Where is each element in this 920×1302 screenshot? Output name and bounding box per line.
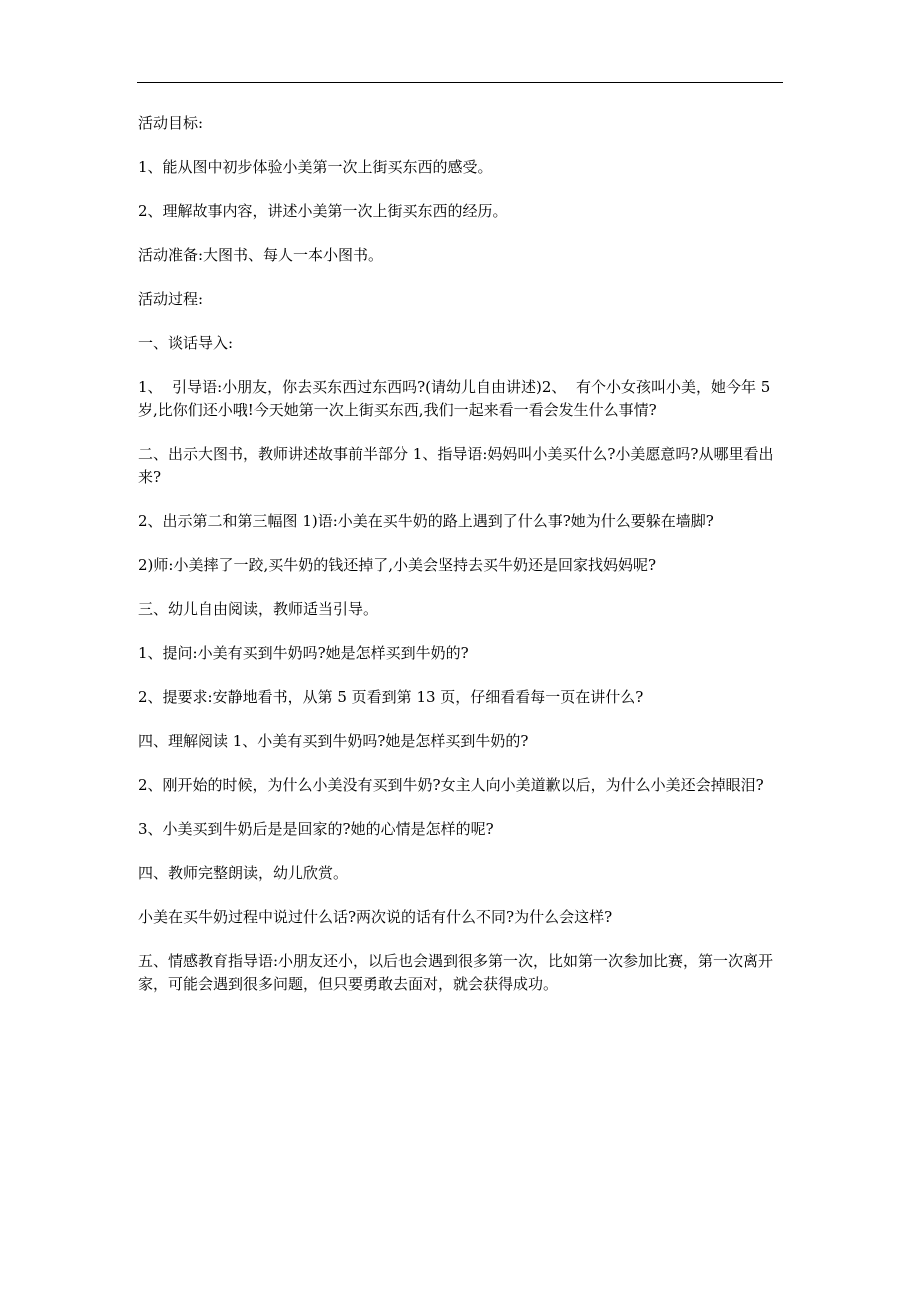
step-4-item-2: 2、刚开始的时候，为什么小美没有买到牛奶?女主人向小美道歉以后，为什么小美还会掉眼泪? (138, 776, 764, 794)
goal-item-1: 1、能从图中初步体验小美第一次上街买东西的感受。 (138, 158, 493, 176)
step-3-item-1: 1、提问:小美有买到牛奶吗?她是怎样买到牛奶的? (138, 644, 469, 662)
step-3-item-2: 2、提要求:安静地看书，从第 5 页看到第 13 页，仔细看看每一页在讲什么? (138, 688, 644, 706)
goal-item-2: 2、理解故事内容，讲述小美第一次上街买东西的经历。 (138, 202, 508, 220)
step-heading-1: 一、谈话导入: (138, 334, 234, 352)
document-body (138, 112, 788, 1017)
section-heading-goals: 活动目标: (138, 114, 204, 132)
section-heading-process: 活动过程: (138, 290, 204, 308)
step-heading-4: 四、理解阅读 1、小美有买到牛奶吗?她是怎样买到牛奶的? (138, 732, 529, 750)
step-2-item-2b: 2)师:小美摔了一跤,买牛奶的钱还掉了,小美会坚持去买牛奶还是回家找妈妈呢? (138, 556, 657, 574)
step-4b-text: 小美在买牛奶过程中说过什么话?两次说的话有什么不同?为什么会这样? (138, 908, 613, 926)
preparation-text: 活动准备:大图书、每人一本小图书。 (138, 246, 384, 264)
step-heading-5: 五、情感教育指导语:小朋友还小，以后也会遇到很多第一次，比如第一次参加比赛，第一次离开家，可能会遇到很多问题，但只要勇敢去面对，就会获得成功。 (138, 952, 774, 993)
step-1-text: 1、 引导语:小朋友，你去买东西过东西吗?(请幼儿自由讲述)2、 有个小女孩叫小美，她今年 5 岁,比你们还小哦!今天她第一次上街买东西,我们一起来看一看会发生什么事情? (138, 378, 776, 419)
step-heading-4b: 四、教师完整朗读，幼儿欣赏。 (138, 864, 349, 882)
step-2-item-2: 2、出示第二和第三幅图 1)语:小美在买牛奶的路上遇到了什么事?她为什么要躲在墙脚? (138, 512, 714, 530)
step-heading-2: 二、出示大图书，教师讲述故事前半部分 1、指导语:妈妈叫小美买什么?小美愿意吗?从哪里看出来? (138, 445, 774, 486)
step-4-item-3: 3、小美买到牛奶后是是回家的?她的心情是怎样的呢? (138, 820, 494, 838)
header-rule (137, 82, 783, 83)
step-heading-3: 三、幼儿自由阅读，教师适当引导。 (138, 600, 379, 618)
